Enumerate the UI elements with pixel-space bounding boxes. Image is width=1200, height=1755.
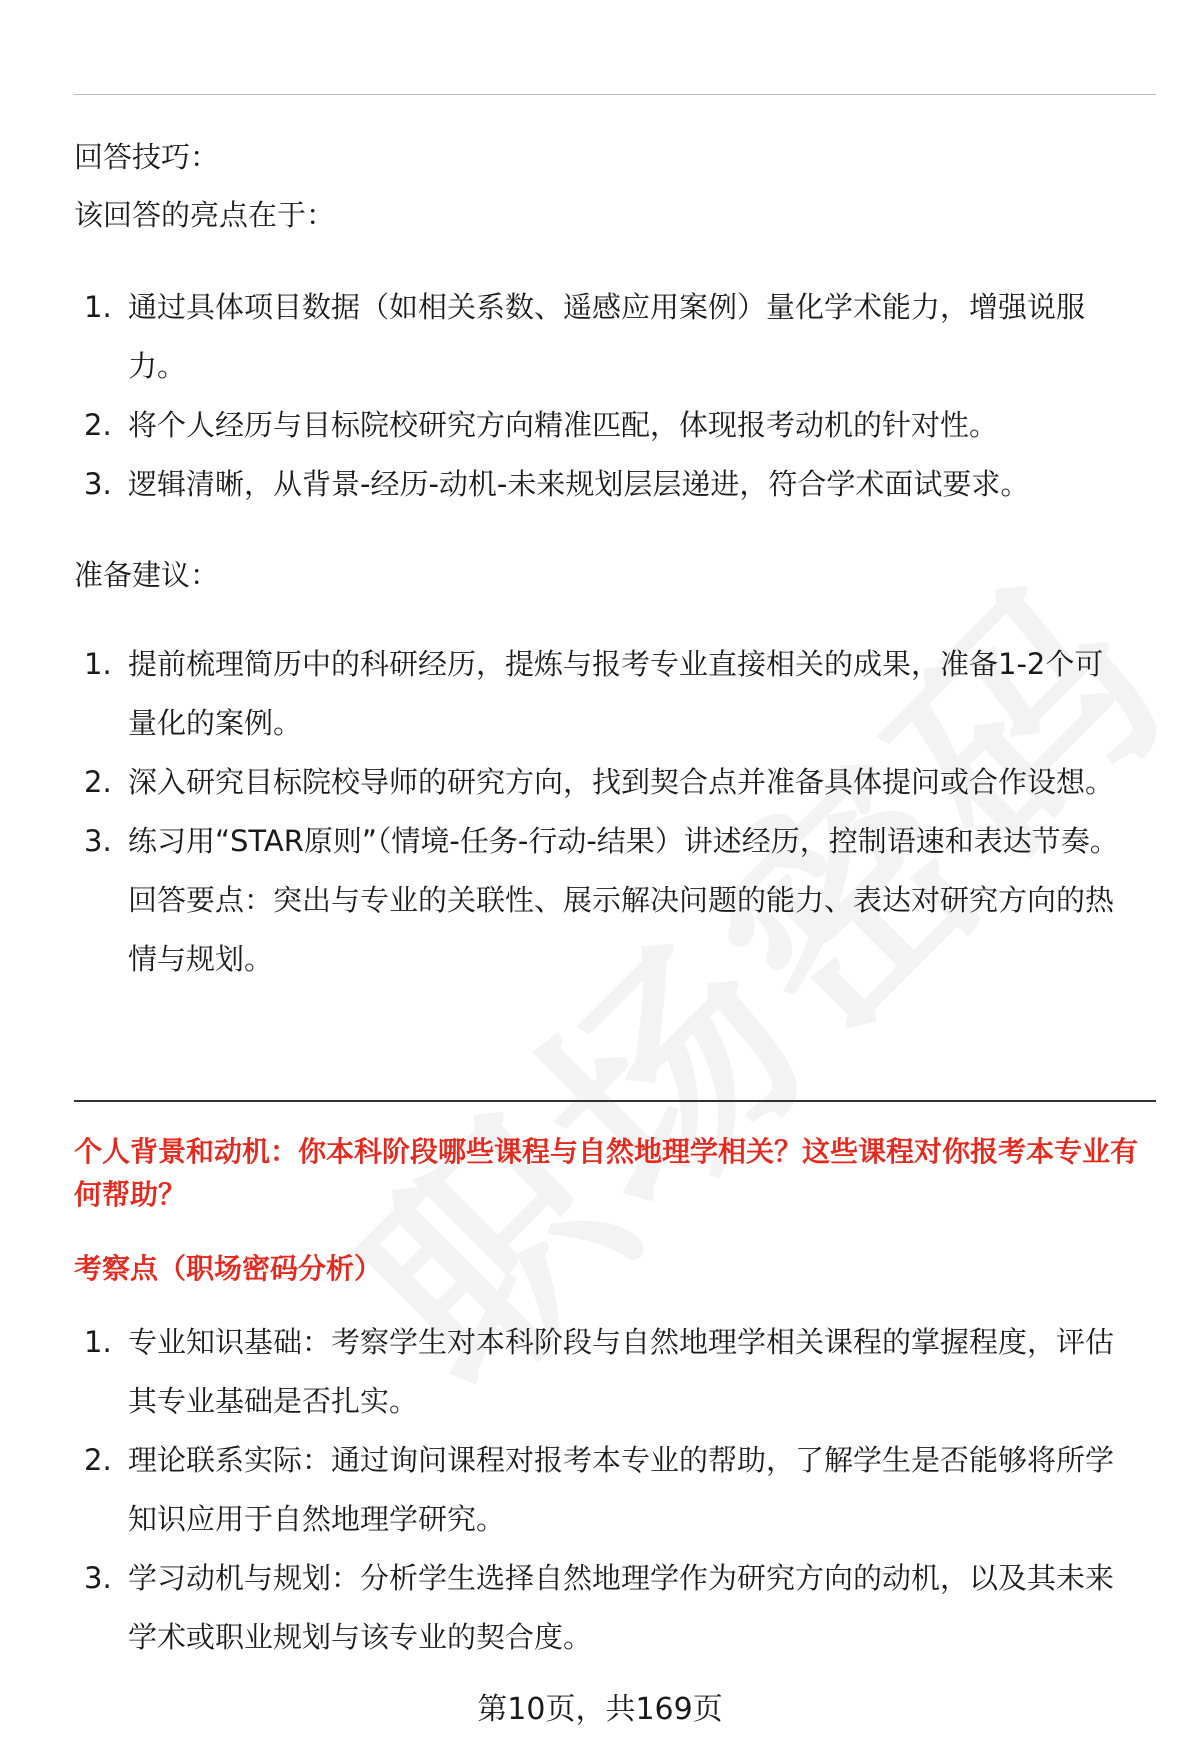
list-item: 3. 学习动机与规划：分析学生选择自然地理学作为研究方向的动机，以及其未来学术或职业规划与该专业的契合度。: [84, 1561, 1115, 1654]
tips-label: 回答技巧：: [74, 140, 220, 174]
prep-label: 准备建议：: [74, 558, 220, 592]
section-divider: [74, 1100, 1156, 1102]
prep-note: 回答要点：突出与专业的关联性、展示解决问题的能力、表达对研究方向的热情与规划。: [128, 883, 1115, 976]
prep-list: [74, 635, 1156, 989]
list-item: 1. 通过具体项目数据（如相关系数、遥感应用案例）量化学术能力，增强说服力。: [84, 290, 1086, 383]
exam-points-list: [74, 1313, 1156, 1667]
list-item: 1. 专业知识基础：考察学生对本科阶段与自然地理学相关课程的掌握程度，评估其专业基础是否扎实。: [84, 1325, 1115, 1418]
page-footer: 第10页，共169页: [477, 1692, 723, 1727]
question-heading: 个人背景和动机：你本科阶段哪些课程与自然地理学相关？这些课程对你报考本专业有何帮助？: [74, 1135, 1139, 1211]
highlights-intro: 该回答的亮点在于：: [74, 198, 336, 232]
highlights-list: [74, 278, 1156, 514]
list-item: 3. 逻辑清晰，从背景-经历-动机-未来规划层层递进，符合学术面试要求。: [84, 467, 1030, 501]
list-item: 1. 提前梳理简历中的科研经历，提炼与报考专业直接相关的成果，准备1-2个可量化的案例。: [84, 647, 1104, 740]
list-item: 3. 练习用“STAR原则”（情境-任务-行动-结果）讲述经历，控制语速和表达节奏。 回答要点：突出与专业的关联性、展示解决问题的能力、表达对研究方向的热情与规划。: [84, 824, 1119, 976]
top-divider: [74, 94, 1156, 95]
list-item: 2. 将个人经历与目标院校研究方向精准匹配，体现报考动机的针对性。: [84, 408, 999, 442]
list-item: 2. 深入研究目标院校导师的研究方向，找到契合点并准备具体提问或合作设想。: [84, 765, 1115, 799]
exam-label: 考察点（职场密码分析）: [74, 1252, 383, 1285]
list-item: 2. 理论联系实际：通过询问课程对报考本专业的帮助，了解学生是否能够将所学知识应用于自然地理学研究。: [84, 1443, 1115, 1536]
